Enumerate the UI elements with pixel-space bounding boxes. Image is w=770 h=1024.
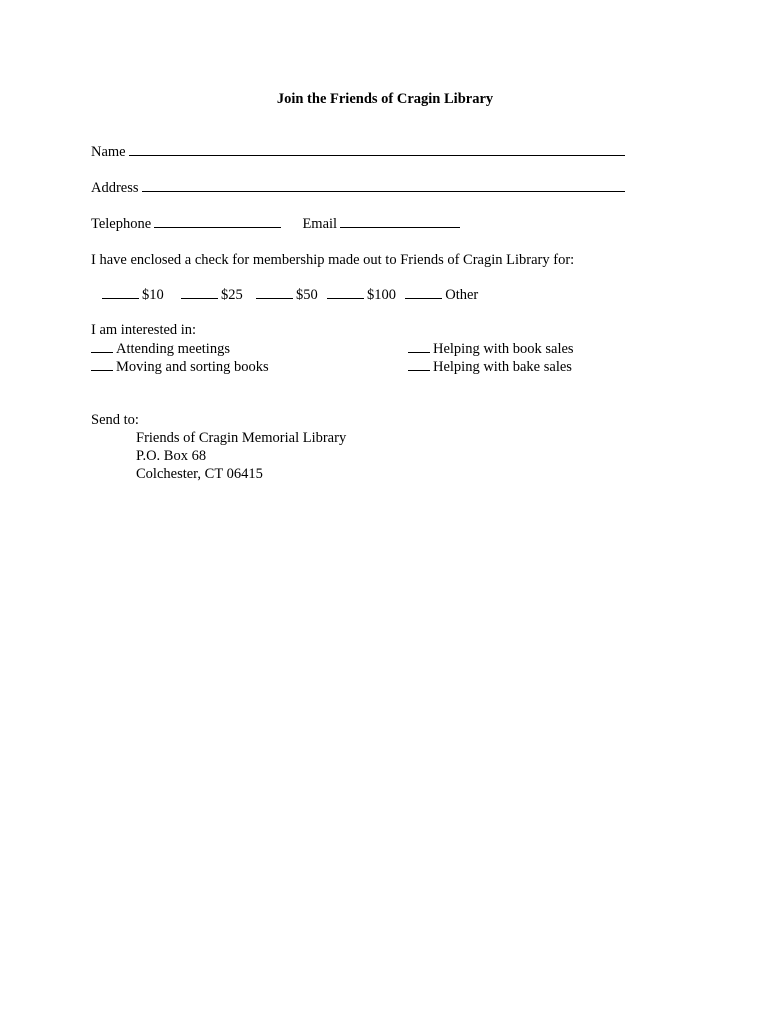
interest-label: Helping with book sales (433, 341, 574, 357)
name-label: Name (91, 144, 126, 160)
interest-checkbox-attending[interactable] (91, 340, 113, 353)
address-row (91, 179, 625, 197)
amount-25-label: $25 (221, 287, 243, 303)
amount-50-label: $50 (296, 287, 318, 303)
amount-other-label: Other (445, 287, 479, 303)
amount-blank-10[interactable] (102, 286, 139, 299)
interest-checkbox-book-sales[interactable] (408, 340, 430, 353)
amount-blank-25[interactable] (181, 286, 218, 299)
address-field[interactable] (142, 179, 625, 192)
amount-blank-other[interactable] (405, 286, 442, 299)
email-field[interactable] (340, 215, 460, 228)
name-field[interactable] (129, 143, 625, 156)
mailing-address-line-1: Friends of Cragin Memorial Library (136, 430, 347, 446)
interest-label: Moving and sorting books (116, 359, 269, 375)
address-label: Address (91, 180, 139, 196)
interest-book-sales (408, 340, 574, 358)
interest-heading: I am interested in: (91, 322, 197, 338)
amount-blank-100[interactable] (327, 286, 364, 299)
name-row (91, 143, 625, 161)
interest-checkbox-moving[interactable] (91, 358, 113, 371)
send-to-label: Send to: (91, 412, 139, 428)
amount-10-label: $10 (142, 287, 164, 303)
amount-options (102, 286, 478, 304)
mailing-address-line-2: P.O. Box 68 (136, 448, 207, 464)
email-label: Email (302, 216, 338, 232)
amount-100-label: $100 (367, 287, 396, 303)
telephone-field[interactable] (154, 215, 281, 228)
interest-label: Helping with bake sales (433, 359, 572, 375)
telephone-label: Telephone (91, 216, 152, 232)
interest-checkbox-bake-sales[interactable] (408, 358, 430, 371)
mailing-address-line-3: Colchester, CT 06415 (136, 466, 263, 482)
interest-attending-meetings (91, 340, 230, 358)
contact-row (91, 215, 460, 233)
interest-bake-sales (408, 358, 572, 376)
interest-label: Attending meetings (116, 341, 230, 357)
amount-blank-50[interactable] (256, 286, 293, 299)
form-title: Join the Friends of Cragin Library (276, 91, 494, 107)
interest-moving-books (91, 358, 269, 376)
check-statement: I have enclosed a check for membership made out to Friends of Cragin Library for: (91, 252, 575, 268)
